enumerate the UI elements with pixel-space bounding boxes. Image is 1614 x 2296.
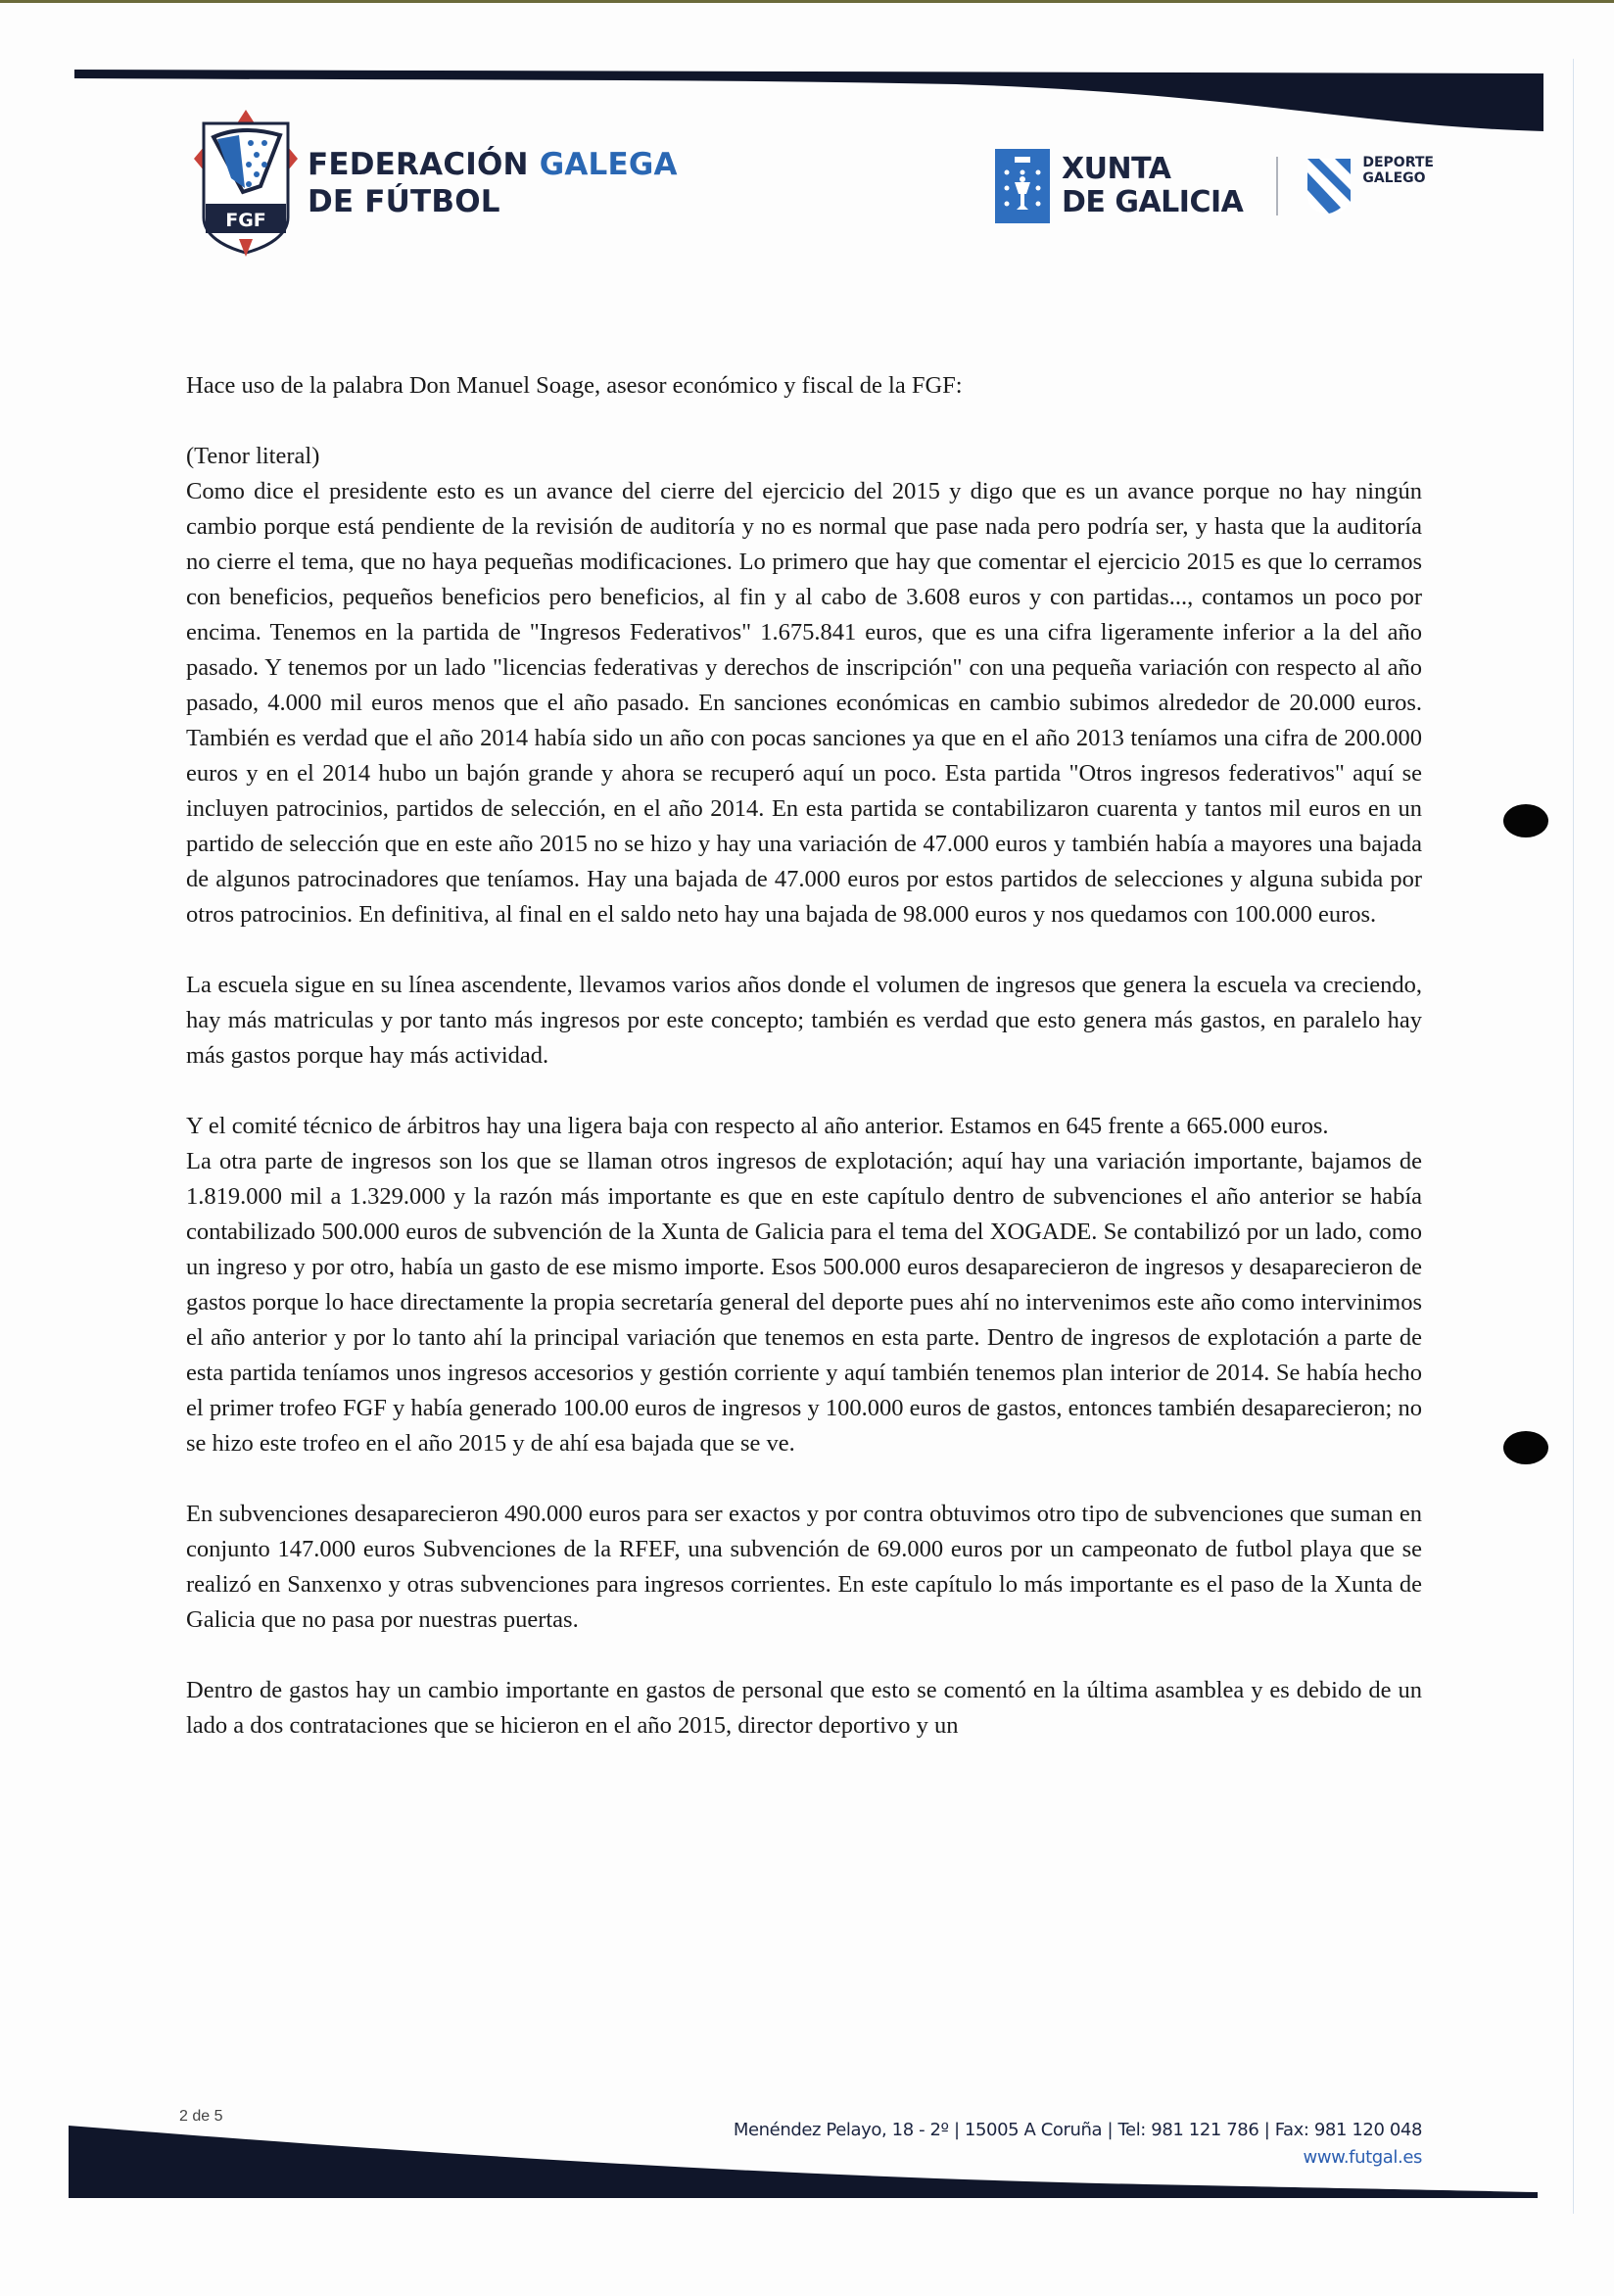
xunta-coat-of-arms-icon [995,149,1050,223]
page-number: 2 de 5 [179,2108,223,2125]
fgf-shield-icon [192,110,300,257]
tenor-literal-label: (Tenor literal) [186,443,320,469]
fgf-wordmark [308,146,678,220]
footer-swoosh-band [69,2126,1538,2204]
paragraph-ingresos-explotacion: La otra parte de ingresos son los que se llaman otros ingresos de explotación; aquí hay una variación importante, bajamos de 1.819.000 mil a 1.329.000 y la razón más importante es que en este capítulo dentro de subvenciones el año anterior se había contabilizado 500.000 euros de subvención de la Xunta de Galicia para el tema del XOGADE. Se contabilizó por un lado, como un ingreso y por otro, había un gasto de ese mismo importe. Esos 500.000 euros desaparecieron de ingresos y desaparecieron de gastos porque lo hace directamente la propia secretaría general del deporte pues ahí no intervenimos este año como intervinimos el año anterior y por lo tanto ahí la principal variación que tenemos en esta parte. Dentro de ingresos de explotación a parte de esta partida teníamos unos ingresos accesorios y gestión corriente y aquí también tenemos plan interior de 2014. Se había hecho el primer trofeo FGF y había generado 100.00 euros de ingresos y 100.000 euros de gastos, entonces también desaparecieron; no se hizo este trofeo en el año 2015 y de ahí esa bajada que se ve. [186,1148,1422,1457]
punch-hole-upper [1503,804,1548,837]
fgf-wordmark-galega: GALEGA [539,147,678,182]
footer-website-link[interactable]: www.futgal.es [1303,2147,1422,2168]
paragraph-gastos-personal: Dentro de gastos hay un cambio importante en gastos de personal que esto se comentó en la última asamblea y es debido de un lado a dos contrataciones que se hicieron en el año 2015, director deportivo y un [186,1677,1422,1739]
fgf-logo [192,110,678,257]
scan-top-edge [0,0,1614,3]
footer-address: Menéndez Pelayo, 18 - 2º | 15005 A Coruña | Tel: 981 121 786 | Fax: 981 120 048 [733,2120,1422,2140]
fgf-wordmark-line2: DE FÚTBOL [308,184,500,219]
xunta-logo [995,149,1434,223]
intro-line: Hace uso de la palabra Don Manuel Soage, asesor económico y fiscal de la FGF: [186,372,963,399]
fgf-wordmark-line1: FEDERACIÓN [308,147,529,182]
deporte-galego-icon [1305,157,1353,215]
paragraph-ingresos-federativos: Como dice el presidente esto es un avance del cierre del ejercicio del 2015 y digo que es un avance porque no hay ningún cambio porque está pendiente de la revisión de auditoría y no es normal que pase nada pero podría ser, y hasta que la auditoría no cierre el tema, que no haya pequeñas modificaciones. Lo primero que hay que comentar el ejercicio 2015 es que lo cerramos con beneficios, pequeños beneficios pero beneficios, al fin y al cabo de 3.608 euros y con partidas..., contamos un poco por encima. Tenemos en la partida de "Ingresos Federativos" 1.675.841 euros, que es una cifra ligeramente inferior a la del año pasado. Y tenemos por un lado "licencias federativas y derechos de inscripción" con una pequeña variación con respecto al año pasado, 4.000 mil euros menos que el año pasado. En sanciones económicas en cambio subimos alrededor de 20.000 euros. También es verdad que el año 2014 había sido un año con pocas sanciones ya que en el año 2013 teníamos una cifra de 200.000 euros y en el 2014 hubo un bajón grande y ahora se recuperó aquí un poco. Esta partida "Otros ingresos federativos" aquí se incluyen patrocinios, partidos de selección, en el año 2014. En esta partida se contabilizaron cuarenta y tantos mil euros en un partido de selección que en este año 2015 no se hizo y hay una variación de 47.000 euros y también había a mayores una bajada de algunos patrocinadores que teníamos. Hay una bajada de 47.000 euros por estos partidos de selecciones y alguna subida por otros patrocinios. En definitiva, al final en el saldo neto hay una bajada de 98.000 euros y nos quedamos con 100.000 euros. [186,478,1422,928]
xunta-wordmark: XUNTA DE GALICIA [1062,152,1244,219]
paragraph-subvenciones: En subvenciones desaparecieron 490.000 euros para ser exactos y por contra obtuvimos otro tipo de subvenciones que suman en conjunto 147.000 euros Subvenciones de la RFEF, una subvención de 69.000 euros por un campeonato de futbol playa que se realizó en Sanxenxo y otras subvenciones para ingresos corrientes. En este capítulo lo más importante es el paso de la Xunta de Galicia que no pasa por nuestras puertas. [186,1501,1422,1633]
punch-hole-lower [1503,1431,1548,1464]
logo-divider [1276,157,1278,215]
paragraph-escuela: La escuela sigue en su línea ascendente, llevamos varios años donde el volumen de ingresos que genera la escuela va creciendo, hay más matriculas y por tanto más ingresos por este concepto; también es verdad que esto genera más gastos, en paralelo hay más gastos porque hay más actividad. [186,972,1422,1069]
scan-margin-line [1573,59,1574,2214]
svg-text:FGF: FGF [225,210,266,231]
paragraph-comite-arbitros: Y el comité técnico de árbitros hay una ligera baja con respecto al año anterior. Estamos en 645 frente a 665.000 euros. [186,1113,1329,1139]
document-body [186,368,1422,1744]
deporte-galego-wordmark: DEPORTE GALEGO [1362,155,1434,186]
